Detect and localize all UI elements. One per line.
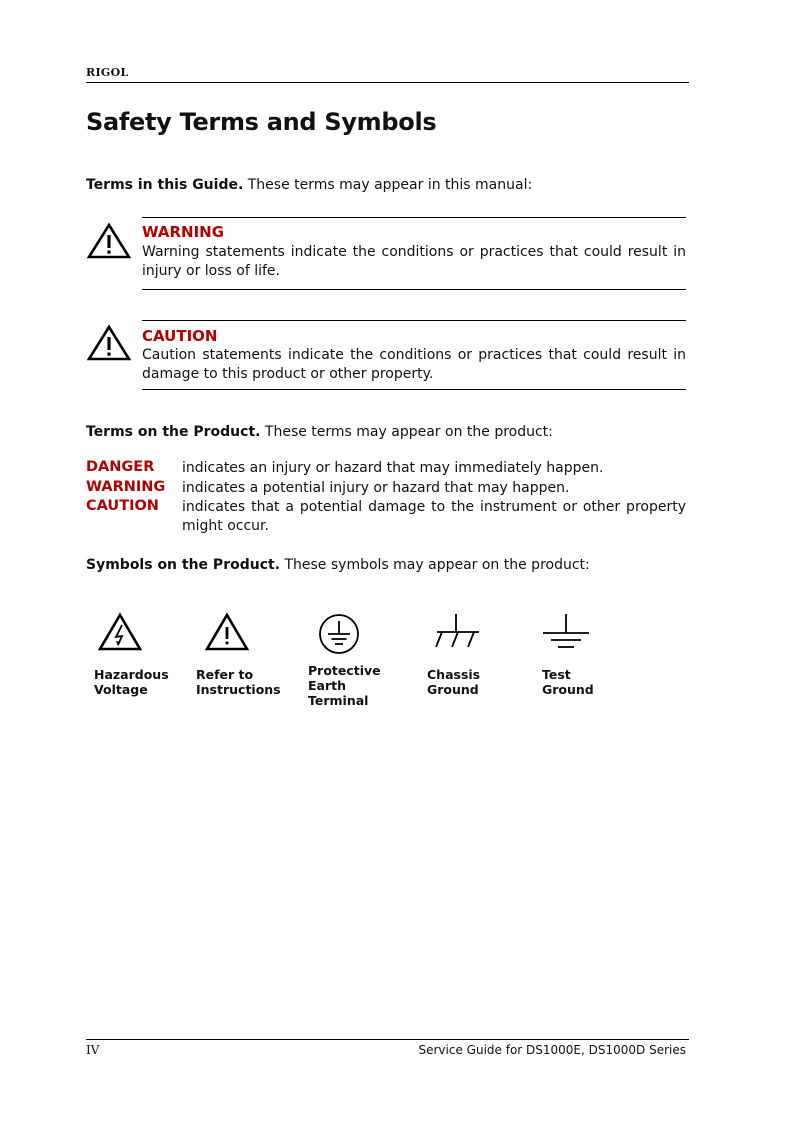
- warning-triangle-icon: [86, 221, 132, 261]
- warning-top-rule: [142, 217, 686, 218]
- symbols-product-intro: These symbols may appear on the product:: [284, 557, 590, 573]
- terms-guide-heading: Terms in this Guide.: [86, 177, 244, 193]
- warning-text: Warning statements indicate the conditions or practices that could result in injury or loss of life.: [142, 244, 686, 279]
- symbols-product-paragraph: [86, 556, 590, 574]
- test-ground-icon: [540, 612, 592, 652]
- caution-triangle-icon: [86, 323, 132, 363]
- hazardous-voltage-label: Hazardous Voltage: [94, 667, 169, 697]
- terms-guide-intro: These terms may appear in this manual:: [247, 177, 533, 193]
- page-title: Safety Terms and Symbols: [86, 108, 437, 136]
- term-warning: WARNING: [86, 479, 166, 495]
- caution-top-rule: [142, 320, 686, 321]
- footer-guide-title: Service Guide for DS1000E, DS1000D Series: [418, 1043, 686, 1057]
- page-number: IV: [86, 1043, 100, 1057]
- term-caution-definition: indicates that a potential damage to the instrument or other property might occur.: [182, 499, 686, 534]
- caution-bottom-rule: [142, 389, 686, 390]
- refer-instructions-label: Refer to Instructions: [196, 667, 281, 697]
- symbols-product-heading: Symbols on the Product.: [86, 557, 281, 573]
- terms-guide-paragraph: [86, 176, 532, 194]
- footer-rule: [86, 1039, 689, 1040]
- term-caution: CAUTION: [86, 498, 159, 514]
- chassis-ground-label: Chassis Ground: [427, 667, 481, 697]
- terms-product-paragraph: [86, 423, 553, 441]
- term-warning-definition: indicates a potential injury or hazard that may happen.: [182, 480, 570, 496]
- term-danger: DANGER: [86, 459, 155, 475]
- terms-product-intro: These terms may appear on the product:: [264, 424, 553, 440]
- protective-earth-icon: [316, 612, 362, 656]
- terms-product-heading: Terms on the Product.: [86, 424, 261, 440]
- header-rule: [86, 82, 689, 83]
- refer-instructions-icon: [204, 612, 250, 652]
- hazardous-voltage-icon: [97, 612, 143, 652]
- brand-logo-text: RIGOL: [86, 66, 129, 79]
- caution-label: CAUTION: [142, 327, 218, 345]
- protective-earth-label: Protective Earth Terminal: [308, 663, 381, 708]
- test-ground-label: Test Ground: [542, 667, 594, 697]
- warning-bottom-rule: [142, 289, 686, 290]
- warning-label: WARNING: [142, 223, 225, 241]
- chassis-ground-icon: [430, 612, 482, 652]
- term-danger-definition: indicates an injury or hazard that may immediately happen.: [182, 460, 604, 476]
- caution-text: Caution statements indicate the conditions or practices that could result in damage to this product or other property.: [142, 347, 686, 382]
